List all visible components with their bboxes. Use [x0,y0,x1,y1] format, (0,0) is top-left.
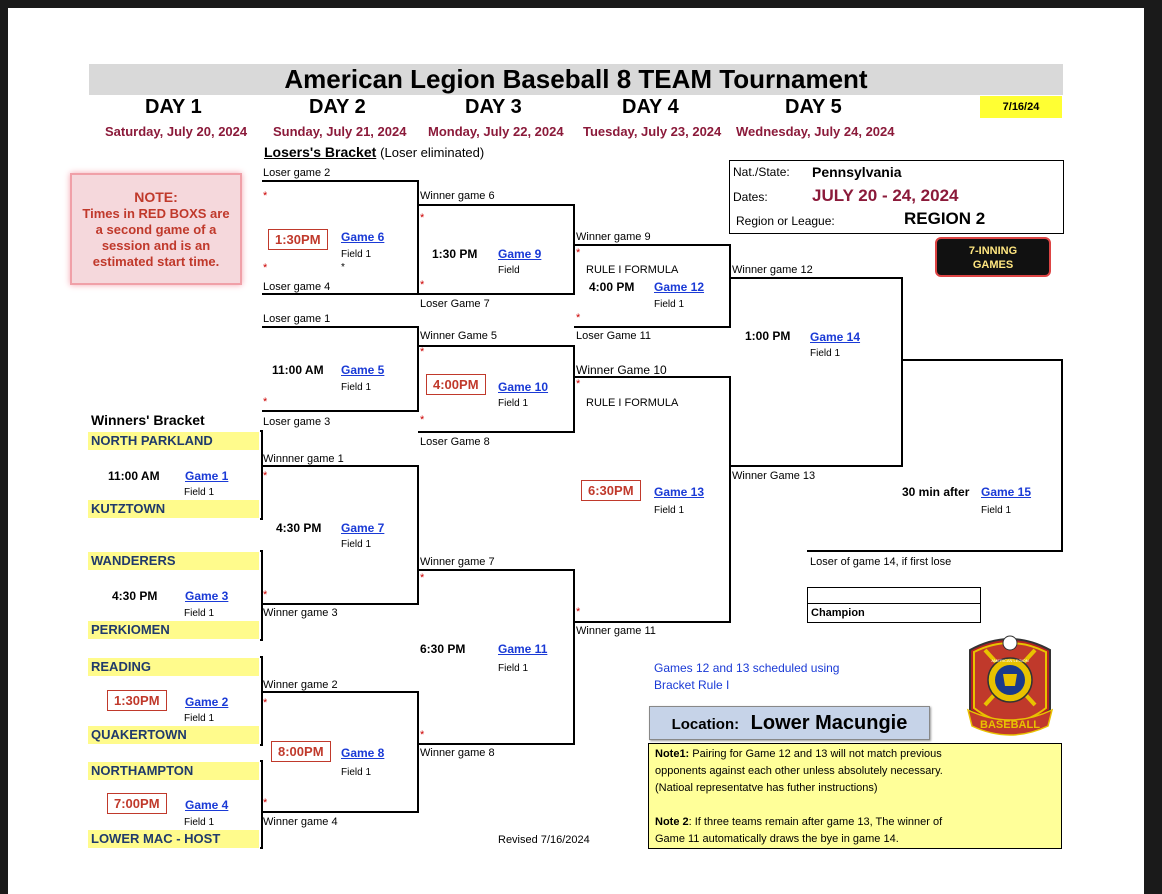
game-8-link[interactable]: Game 8 [341,746,385,760]
game-3-field: Field 1 [184,608,215,619]
loser-game-7-label: Loser Game 7 [420,298,490,310]
game-10-field: Field 1 [498,398,529,409]
asterisk: * [420,279,425,291]
asterisk: * [263,697,268,709]
winner-game-1-label: Winnner game 1 [263,453,344,465]
winner-game-9-label: Winner game 9 [576,231,651,243]
game-4-field: Field 1 [184,817,215,828]
rule-formula-label: RULE I FORMULA [586,264,679,276]
game-12-time: 4:00 PM [589,280,635,294]
game-4-link[interactable]: Game 4 [185,798,229,812]
day-5-date: Wednesday, July 24, 2024 [736,124,895,139]
asterisk: * [263,396,268,408]
revised-date: Revised 7/16/2024 [498,834,590,846]
game-7-field: Field 1 [341,539,372,550]
game-1-field: Field 1 [184,487,215,498]
loser-game-8-label: Loser Game 8 [420,436,490,448]
region-label: Region or League: [736,214,835,228]
game-14-field: Field 1 [810,348,841,359]
winner-game-10-label: Winner Game 10 [576,363,667,377]
game-11-time: 6:30 PM [420,642,466,656]
winner-game-11-label: Winner game 11 [576,625,656,637]
game-13-time: 6:30PM [581,480,641,501]
game-3-time: 4:30 PM [112,589,158,603]
game-2-bracket [260,657,262,745]
team-slot: READING [88,658,259,676]
note-line: a second game of a [95,222,217,237]
winners-bracket-title: Winners' Bracket [91,412,205,428]
note-2-line-2: Game 11 automatically draws the bye in game 14. [655,833,899,845]
loser-game-2-label: Loser game 2 [263,167,331,179]
game-11-link[interactable]: Game 11 [498,642,548,656]
innings-line-2: GAMES [972,259,1014,271]
game-7-link[interactable]: Game 7 [341,521,385,535]
loser-game-1-label: Loser game 1 [263,313,331,325]
day-2-header: DAY 2 [309,96,366,118]
losers-bracket-subtitle: (Loser eliminated) [380,145,485,160]
game-2-field: Field 1 [184,713,215,724]
region-value: REGION 2 [904,209,986,228]
team-slot: QUAKERTOWN [88,726,259,744]
game-15-link[interactable]: Game 15 [981,485,1032,499]
game-7-bracket [262,466,418,604]
game-14-bracket [730,278,902,466]
asterisk: * [263,262,268,274]
game-5-link[interactable]: Game 5 [341,363,385,377]
asterisk: * [341,262,345,273]
state-label: Nat./State: [733,165,790,179]
winner-game-5-label: Winner Game 5 [420,330,498,342]
day-4-header: DAY 4 [622,96,679,118]
team-slot: NORTH PARKLAND [88,432,259,450]
note-line: estimated start time. [92,254,220,269]
location-box [649,706,930,740]
champion-label: Champion [808,603,980,621]
logo-ring-text: AMERICAN LEGION [991,658,1029,663]
note-2-text: : If three teams remain after game 13, The winner of [688,816,943,828]
note-1-text: Pairing for Game 12 and 13 will not match previous [689,748,942,760]
losers-bracket-title: Losers's Bracket [264,144,377,160]
winner-game-8-label: Winner game 8 [420,747,495,759]
champion-box [807,587,981,623]
game-10-time: 4:00PM [426,374,486,395]
logo-banner-text: BASEBALL [980,719,1040,731]
dates-value: JULY 20 - 24, 2024 [812,186,959,205]
game-8-field: Field 1 [341,767,372,778]
team-slot: NORTHAMPTON [88,762,259,780]
game-14-link[interactable]: Game 14 [810,330,861,344]
game-15-time: 30 min after [902,485,970,499]
game-9-field: Field [498,265,520,276]
game-15-field: Field 1 [981,505,1012,516]
game-8-time: 8:00PM [271,741,331,762]
rule-formula-label: RULE I FORMULA [586,397,679,409]
game-1-bracket [260,431,262,519]
game-5-time: 11:00 AM [272,363,324,377]
loser-game-14-label: Loser of game 14, if first lose [810,556,952,568]
note-line: session and is an [101,238,211,253]
day-4-date: Tuesday, July 23, 2024 [583,124,722,139]
game-15-bracket [807,360,1062,551]
day-3-header: DAY 3 [465,96,522,118]
american-legion-baseball-logo [960,630,1060,745]
day-1-date: Saturday, July 20, 2024 [105,124,248,139]
winner-game-2-label: Winner game 2 [263,679,338,691]
note-2-label: Note 2 [655,816,689,828]
bracket-rule-note-2: Bracket Rule I [654,678,730,692]
day-3-date: Monday, July 22, 2024 [428,124,564,139]
game-11-bracket [418,570,574,744]
game-1-link[interactable]: Game 1 [185,469,229,483]
loser-game-11-label: Loser Game 11 [576,330,652,342]
asterisk: * [263,797,268,809]
asterisk: * [420,212,425,224]
game-3-bracket [260,551,262,640]
asterisk: * [420,414,425,426]
game-10-link[interactable]: Game 10 [498,380,549,394]
asterisk: * [576,247,581,259]
game-4-time: 7:00PM [107,793,167,814]
asterisk: * [263,589,268,601]
asterisk: * [420,572,425,584]
loser-game-4-label: Loser game 4 [263,281,331,293]
team-slot: WANDERERS [88,552,259,570]
team-slot: KUTZTOWN [88,500,259,518]
game-7-time: 4:30 PM [276,521,322,535]
state-value: Pennsylvania [812,164,902,180]
game-6-field: Field 1 [341,249,372,260]
winner-game-13-label: Winner Game 13 [732,470,816,482]
location-label: Location: [671,716,740,733]
note-line: Times in RED BOXS are [82,206,230,221]
game-6-link[interactable]: Game 6 [341,230,385,244]
game-4-bracket [260,761,262,848]
asterisk: * [576,378,581,390]
winner-game-3-label: Winner game 3 [263,607,338,619]
game-13-field: Field 1 [654,505,685,516]
team-slot: LOWER MAC - HOST [88,830,259,848]
asterisk: * [263,470,268,482]
asterisk: * [576,312,581,324]
team-slot: PERKIOMEN [88,621,259,639]
game-9-link[interactable]: Game 9 [498,247,542,261]
game-5-field: Field 1 [341,382,372,393]
note-1-line-3: (Natioal representatve has futher instructions) [655,782,878,794]
asterisk: * [420,346,425,358]
game-6-time: 1:30PM [268,229,328,250]
winner-game-12-label: Winner game 12 [732,264,813,276]
note-1-line-2: opponents against each other unless absolutely necessary. [655,765,943,777]
game-2-time: 1:30PM [107,690,167,711]
game-14-time: 1:00 PM [745,329,791,343]
game-1-time: 11:00 AM [108,469,160,483]
asterisk: * [576,606,581,618]
location-value: Lower Macungie [750,712,908,734]
revision-stamp: 7/16/24 [980,96,1062,118]
game-11-field: Field 1 [498,663,529,674]
game-13-link[interactable]: Game 13 [654,485,705,499]
note-heading: NOTE: [134,189,178,205]
winner-game-4-label: Winner game 4 [263,816,338,828]
game-2-link[interactable]: Game 2 [185,695,229,709]
note-1-label: Note1: [655,748,690,760]
page-title: American Legion Baseball 8 TEAM Tournament [89,64,1063,95]
winner-game-7-label: Winner game 7 [420,556,495,568]
bracket-rule-note-1: Games 12 and 13 scheduled using [654,661,840,675]
day-2-date: Sunday, July 21, 2024 [273,124,407,139]
dates-label: Dates: [733,190,768,204]
innings-line-1: 7-INNING [968,245,1018,257]
day-1-header: DAY 1 [145,96,202,118]
notes-box [648,743,1062,849]
asterisk: * [263,190,268,202]
game-9-time: 1:30 PM [432,247,478,261]
game-3-link[interactable]: Game 3 [185,589,229,603]
asterisk: * [420,729,425,741]
winner-game-6-label: Winner game 6 [420,190,495,202]
day-5-header: DAY 5 [785,96,842,118]
loser-game-3-label: Loser game 3 [263,416,331,428]
game-12-link[interactable]: Game 12 [654,280,705,294]
game-12-field: Field 1 [654,299,685,310]
